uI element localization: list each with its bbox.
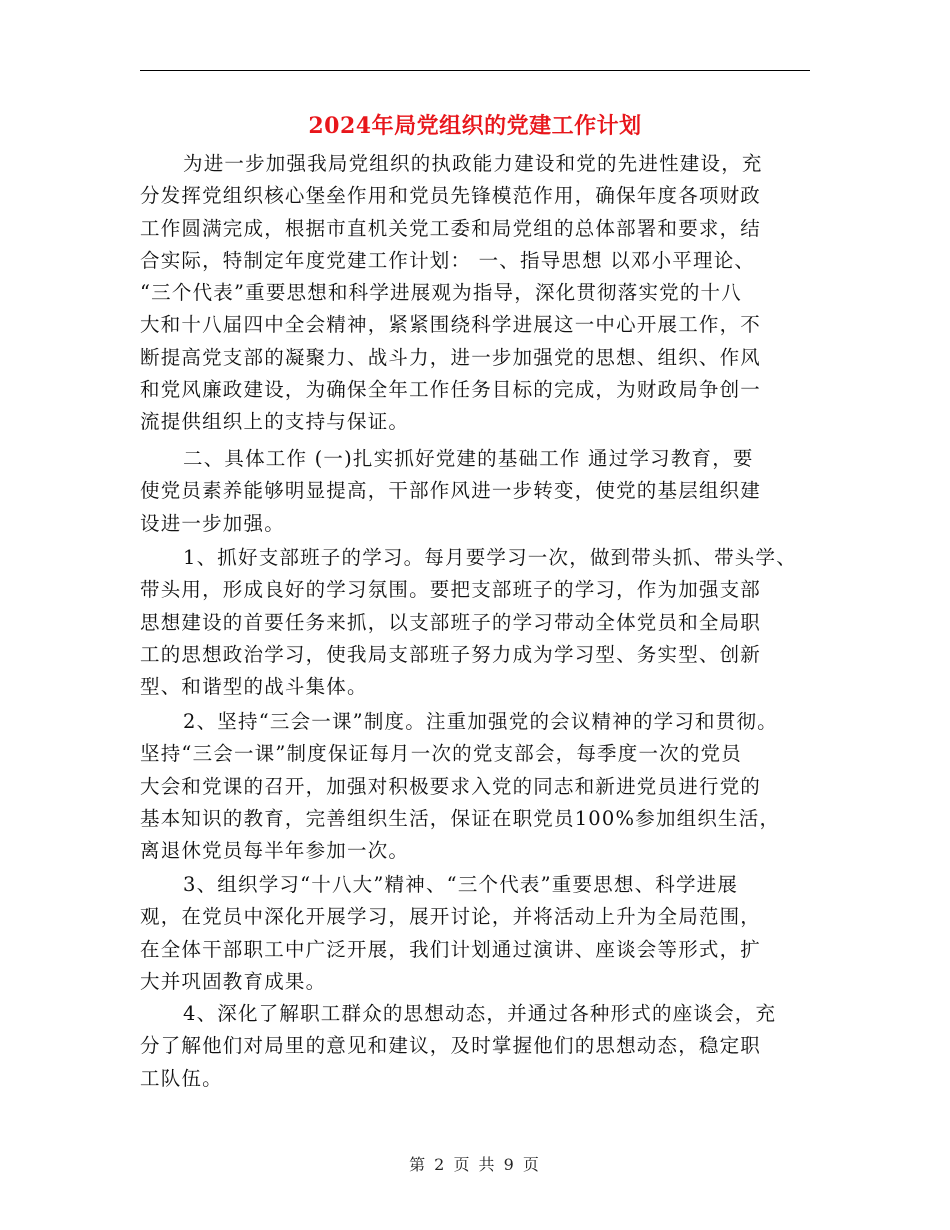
text-line: 带头用，形成良好的学习氛围。要把支部班子的学习，作为加强支部 — [140, 578, 762, 602]
text-line: 使党员素养能够明显提高，干部作风进一步转变，使党的基层组织建 — [140, 479, 762, 503]
text-line: 流提供组织上的支持与保证。 — [140, 410, 410, 434]
text-line: “三个代表”重要思想和科学进展观为指导，深化贯彻落实党的十八 — [140, 281, 742, 305]
text-line: 分了解他们对局里的意见和建议，及时掌握他们的思想动态，稳定职 — [140, 1034, 762, 1058]
paragraph-specific-work — [140, 443, 820, 540]
text-line: 二、具体工作 (一)扎实抓好党建的基础工作 通过学习教育，要 — [183, 447, 754, 470]
text-line: 3、组织学习“十八大”精神、“三个代表”重要思想、科学进展 — [183, 873, 739, 896]
text-line: 大并巩固教育成果。 — [140, 969, 327, 993]
document-title: 2024年局党组织的党建工作计划 — [308, 113, 642, 139]
text-line: 工作圆满完成，根据市直机关党工委和局党组的总体部署和要求，结 — [140, 216, 762, 240]
text-line: 大和十八届四中全会精神，紧紧围绕科学进展这一中心开展工作，不 — [140, 313, 762, 337]
text-line: 1、抓好支部班子的学习。每月要学习一次，做到带头抓、带头学、 — [183, 546, 797, 569]
text-line: 合实际，特制定年度党建工作计划： 一、指导思想 以邓小平理论、 — [140, 248, 756, 272]
text-line: 为进一步加强我局党组织的执政能力建设和党的先进性建设，充 — [183, 152, 763, 175]
text-line: 思想建设的首要任务来抓，以支部班子的学习带动全体党员和全局职 — [140, 610, 762, 634]
text-line: 坚持“三会一课”制度保证每月一次的党支部会，每季度一次的党员 — [140, 742, 742, 766]
text-line: 4、深化了解职工群众的思想动态，并通过各种形式的座谈会，充 — [183, 1002, 777, 1025]
text-line: 断提高党支部的凝聚力、战斗力，进一步加强党的思想、组织、作风 — [140, 345, 762, 369]
paragraph-intro — [140, 148, 820, 439]
text-line: 设进一步加强。 — [140, 511, 285, 535]
text-line: 离退休党员每半年参加一次。 — [140, 839, 410, 863]
text-line: 和党风廉政建设，为确保全年工作任务目标的完成，为财政局争创一 — [140, 378, 762, 402]
text-line: 分发挥党组织核心堡垒作用和党员先锋模范作用，确保年度各项财政 — [140, 184, 762, 208]
page-number: 第 2 页 共 9 页 — [409, 1155, 541, 1174]
text-line: 在全体干部职工中广泛开展，我们计划通过演讲、座谈会等形式，扩 — [140, 937, 762, 961]
text-line: 观，在党员中深化开展学习，展开讨论，并将活动上升为全局范围， — [140, 905, 762, 929]
text-line: 大会和党课的召开，加强对积极要求入党的同志和新进党员进行党的 — [140, 774, 762, 798]
text-line: 基本知识的教育，完善组织生活，保证在职党员100%参加组织生活， — [140, 806, 781, 830]
text-line: 型、和谐型的战斗集体。 — [140, 675, 368, 699]
text-line: 工的思想政治学习，使我局支部班子努力成为学习型、务实型、创新 — [140, 642, 762, 666]
text-line: 工队伍。 — [140, 1066, 223, 1090]
header-rule — [140, 70, 810, 71]
paragraph-item-2 — [140, 706, 820, 867]
paragraph-item-4 — [140, 998, 820, 1095]
text-line: 2、坚持“三会一课”制度。注重加强党的会议精神的学习和贯彻。 — [183, 710, 778, 733]
paragraph-item-1 — [140, 542, 820, 703]
paragraph-item-3 — [140, 869, 820, 998]
